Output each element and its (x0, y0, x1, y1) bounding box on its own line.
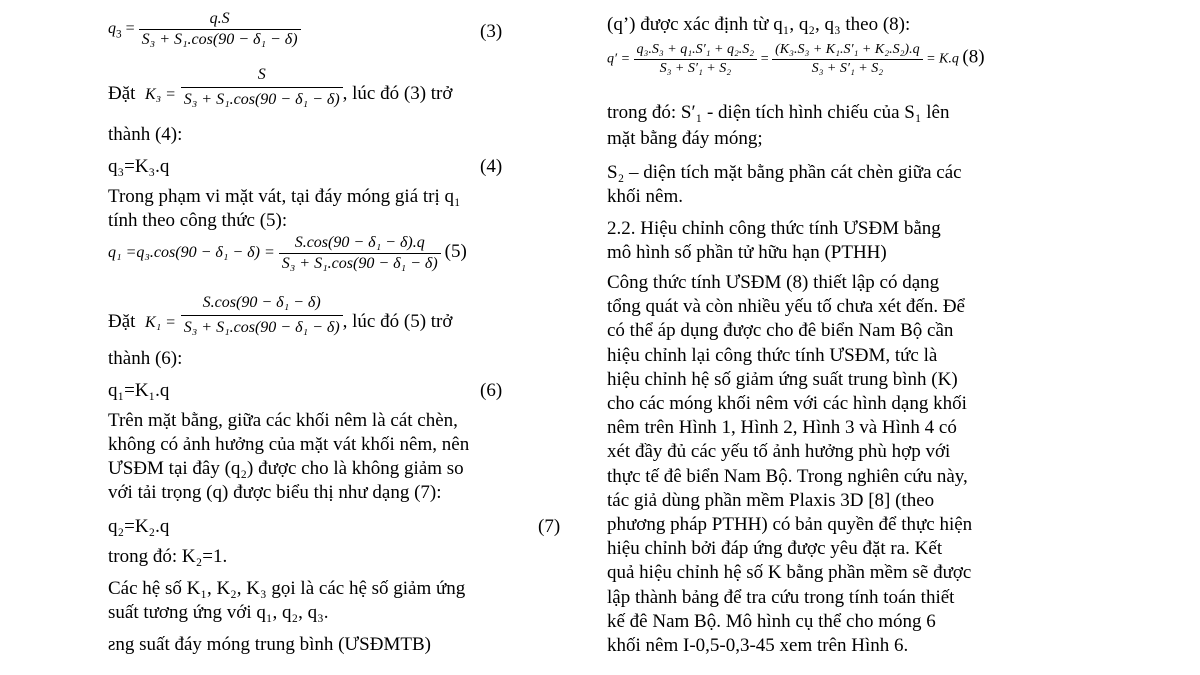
body-line-4: hiệu chỉnh lại công thức tính ƯSĐM, tức là (607, 344, 938, 366)
eq7-number: (7) (538, 516, 561, 537)
body-line-12: hiệu chỉnh bởi đáp ứng được yêu đặt ra. Kết (607, 538, 943, 560)
eq7-text: q₂=K₂.q (108, 516, 170, 537)
eq3-numerator: q.S (139, 10, 301, 30)
eq3-number: (3) (480, 21, 503, 42)
eq5-denominator: S₃ + S₁.cos(90 − δ₁ − δ) (281, 255, 438, 272)
r-line-1: (q’) được xác định từ q₁, q₂, q₃ theo (8): (607, 14, 911, 35)
thanh-6: thành (6): (108, 348, 183, 369)
dat-k3-fraction (181, 64, 343, 111)
s2-line-2: khối nêm. (607, 186, 683, 207)
p2-line-3: ƯSĐM tại đây (q₂) được cho là không giảm so (108, 458, 464, 479)
dat-k1-line (108, 294, 453, 339)
body-line-15: kế đê Nam Bộ. Mô hình cụ thể cho móng 6 (607, 610, 936, 632)
body-line-3: có thể áp dụng được cho đê biển Nam Bộ cần (607, 320, 954, 342)
p4-line: ƨng suất đáy móng trung bình (ƯSĐMTB) (108, 634, 431, 655)
p2-line-2: không có ảnh hưởng của mặt vát khối nêm, nên (108, 434, 470, 455)
dat-k1-suffix: , lúc đó (5) trở (342, 310, 453, 332)
dat-k3-lhs: K₃ = (144, 85, 176, 103)
p1-line-1: Trong phạm vi mặt vát, tại đáy móng giá trị q₁ (108, 186, 461, 207)
section-heading-line-2: mô hình số phần tử hữu hạn (PTHH) (607, 242, 887, 263)
eq5-numerator: S.cos(90 − δ₁ − δ).q (279, 234, 441, 254)
body-line-13: quả hiệu chỉnh hệ số K bằng phần mềm sẽ được (607, 562, 972, 584)
eq8-numerator-1: q₃.S₃ + q₁.S′₁ + q₂.S₂ (634, 42, 758, 60)
eq6-number: (6) (480, 380, 503, 401)
eq4-text: q₃=K₃.q (108, 156, 170, 177)
p2-line-4: với tải trọng (q) được biểu thị như dạng (7): (108, 482, 442, 503)
section-heading-line-1: 2.2. Hiệu chỉnh công thức tính ƯSĐM bằng (607, 218, 941, 239)
trong-do-k2: trong đó: K₂=1. (108, 546, 228, 567)
dat-k3-prefix: Đặt (108, 82, 136, 104)
p2-line-1: Trên mặt bằng, giữa các khối nêm là cát chèn, (108, 410, 458, 431)
eq3-denominator: S₃ + S₁.cos(90 − δ₁ − δ) (141, 31, 298, 48)
trong-do-s1: trong đó: S′₁ - diện tích hình chiếu của S₁ lên (607, 102, 950, 123)
eq5-number: (5) (444, 241, 467, 263)
body-line-9: thực tế đê biển Nam Bộ. Trong nghiên cứu này, (607, 465, 968, 487)
eq8-number: (8) (962, 46, 985, 68)
dat-k1-fraction (181, 292, 343, 339)
dat-k3-suffix: , lúc đó (3) trở (342, 82, 453, 104)
dat-k3-denominator: S₃ + S₁.cos(90 − δ₁ − δ) (183, 91, 340, 108)
mat-bang-day-mong: mặt bằng đáy móng; (607, 128, 763, 149)
dat-k1-prefix: Đặt (108, 310, 136, 332)
body-line-8: xét đầy đủ các yếu tố ảnh hưởng phù hợp với (607, 441, 951, 463)
s2-line-1: S₂ – diện tích mặt bằng phần cát chèn giữa các (607, 162, 962, 183)
equation-8 (607, 42, 985, 77)
body-line-10: tác giả dùng phần mềm Plaxis 3D [8] (theo (607, 489, 935, 511)
dat-k1-lhs: K₁ = (144, 313, 176, 331)
eq5-fraction (279, 234, 441, 273)
eq8-mid: = (760, 51, 769, 67)
dat-k1-denominator: S₃ + S₁.cos(90 − δ₁ − δ) (183, 319, 340, 336)
body-line-16: khối nêm I-0,5-0,3-45 xem trên Hình 6. (607, 635, 909, 656)
eq8-numerator-2: (K₃.S₃ + K₁.S′₁ + K₂.S₂).q (772, 42, 923, 60)
eq3-lhs-sub: 3 (116, 28, 122, 41)
eq8-fraction-2 (772, 42, 923, 77)
eq8-fraction-1 (634, 42, 758, 77)
body-line-11: phương pháp PTHH) có bản quyền để thực hiện (607, 514, 973, 535)
body-line-2: tổng quát và còn nhiều yếu tố chưa xét đến. Để (607, 296, 965, 318)
eq8-denominator-1: S₃ + S′₁ + S₂ (659, 61, 732, 76)
eq3-lhs: q (108, 20, 116, 38)
dat-k1-numerator: S.cos(90 − δ₁ − δ) (181, 292, 343, 316)
dat-k3-line (108, 66, 453, 111)
eq8-rhs: = K.q (926, 51, 959, 67)
body-line-7: nêm trên Hình 1, Hình 2, Hình 3 và Hình 4 có (607, 417, 957, 439)
body-line-14: lập thành bảng để tra cứu trong tính toán thiết (607, 586, 955, 608)
body-line-1: Công thức tính ƯSĐM (8) thiết lập có dạng (607, 272, 940, 293)
eq5-lhs: q₁ =q₃.cos(90 − δ₁ − δ) = (108, 244, 275, 262)
thanh-4: thành (4): (108, 124, 183, 145)
p3-line-1: Các hệ số K₁, K₂, K₃ gọi là các hệ số giảm ứng (108, 578, 466, 599)
eq4-number: (4) (480, 156, 503, 177)
body-line-6: cho các móng khối nêm với các hình dạng khối (607, 393, 967, 414)
dat-k3-numerator: S (181, 64, 343, 88)
eq8-denominator-2: S₃ + S′₁ + S₂ (811, 61, 884, 76)
body-line-5: hiệu chỉnh hệ số giảm ứng suất trung bình (K) (607, 368, 958, 390)
eq6-text: q₁=K₁.q (108, 380, 170, 401)
eq8-lhs: q′ = (607, 51, 631, 67)
equation-5 (108, 234, 467, 273)
p3-line-2: suất tương ứng với q₁, q₂, q₃. (108, 602, 329, 623)
p1-line-2: tính theo công thức (5): (108, 210, 288, 231)
equation-3: $q_3$ = $\frac{q.S}{\text{S₃ + S₁.cos(90 − δ₁ − δ)}}$ (108, 10, 301, 49)
eq3-fraction (139, 10, 301, 49)
